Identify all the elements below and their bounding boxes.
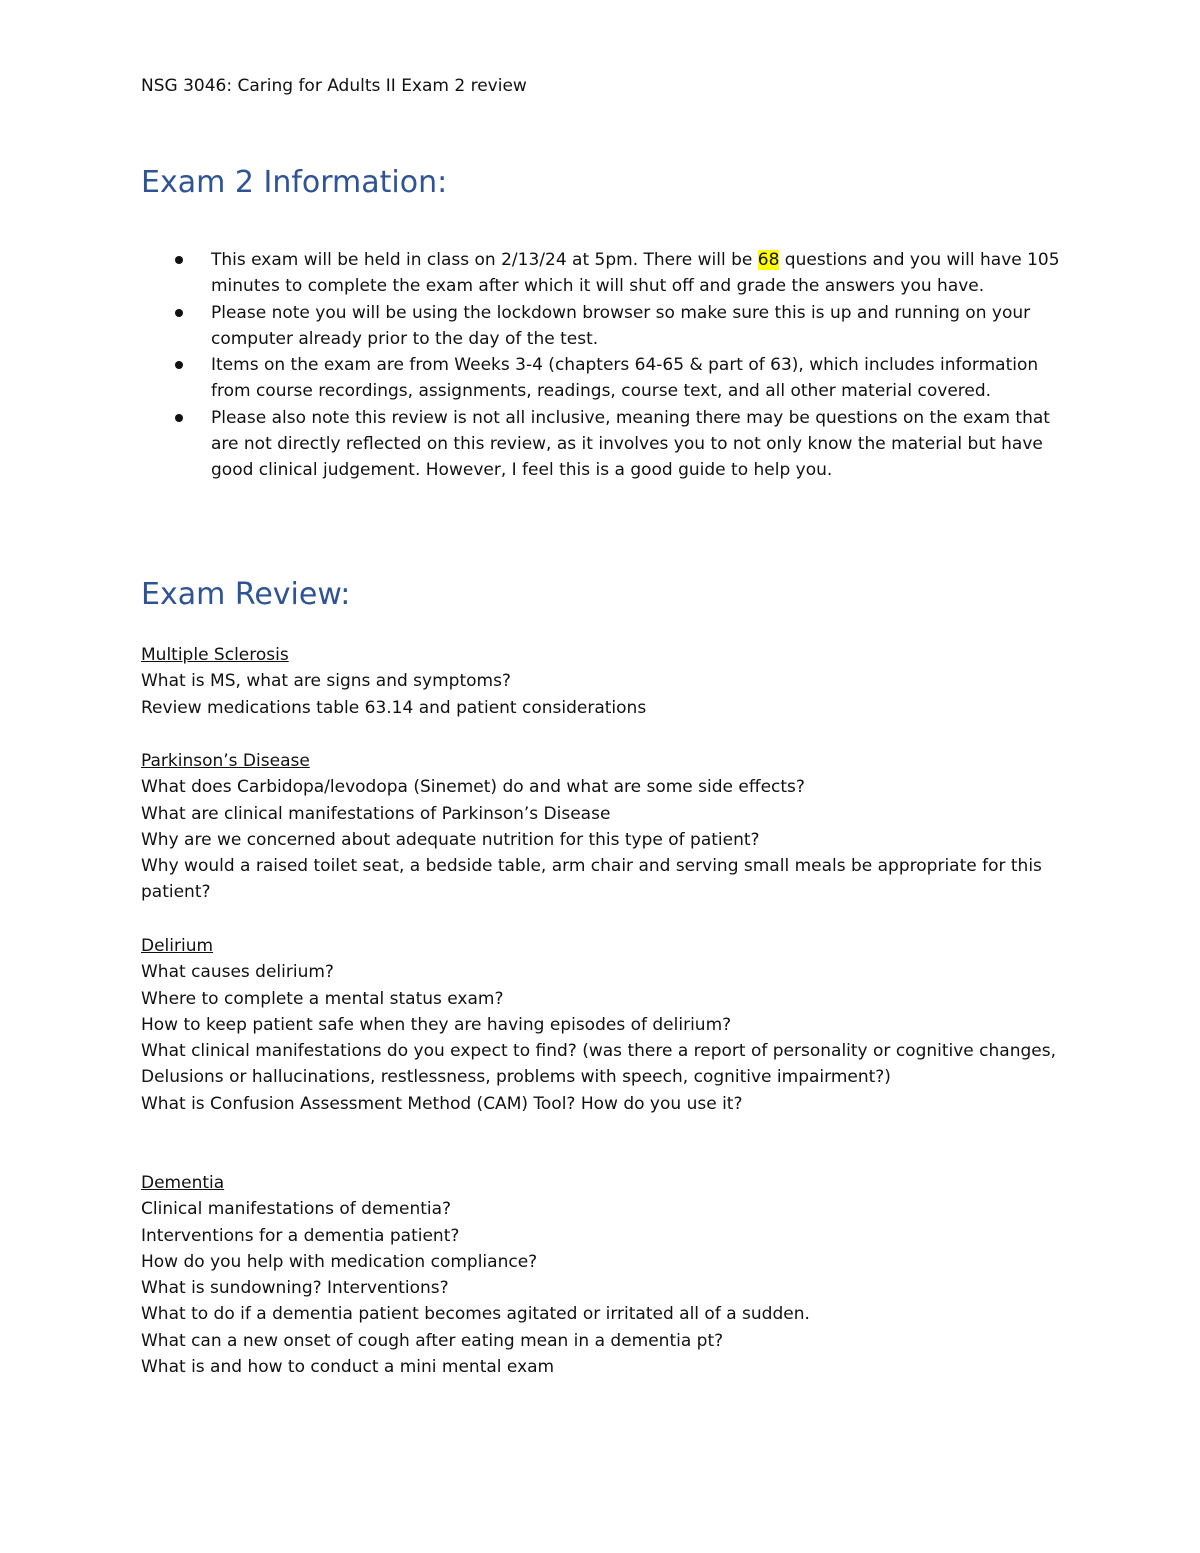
review-question: What is Confusion Assessment Method (CAM) Tool? How do you use it?: [141, 1093, 743, 1114]
review-question: Review medications table 63.14 and patient considerations: [141, 697, 647, 718]
list-item: [141, 247, 1071, 300]
list-item: [141, 300, 1071, 353]
review-question: Where to complete a mental status exam?: [141, 988, 504, 1009]
page-header: NSG 3046: Caring for Adults II Exam 2 review: [141, 76, 527, 96]
review-section-multiple-sclerosis: [141, 642, 1071, 721]
bullet-icon: [175, 414, 183, 422]
review-question: What does Carbidopa/levodopa (Sinemet) do and what are some side effects?: [141, 777, 805, 798]
bullet-text: Please note you will be using the lockdown browser so make sure this is up and running on your computer already prior to the day of the test.: [211, 302, 1031, 349]
review-section-parkinsons: [141, 748, 1071, 906]
review-question: How to keep patient safe when they are having episodes of delirium?: [141, 1014, 732, 1035]
list-item: [141, 352, 1071, 405]
section-title: Delirium: [141, 936, 214, 956]
review-question: What are clinical manifestations of Parkinson’s Disease: [141, 803, 611, 824]
section-title: Dementia: [141, 1173, 225, 1193]
exam-info-heading: Exam 2 Information:: [141, 165, 448, 200]
review-section-delirium: [141, 933, 1071, 1117]
review-question: What is MS, what are signs and symptoms?: [141, 671, 511, 692]
exam-info-list: [141, 247, 1071, 484]
bullet-icon: [175, 256, 183, 264]
bullet-icon: [175, 309, 183, 317]
exam-review-heading: Exam Review:: [141, 577, 351, 612]
review-question: What is sundowning? Interventions?: [141, 1278, 449, 1299]
bullet-icon: [175, 361, 183, 369]
review-question: Clinical manifestations of dementia?: [141, 1199, 452, 1220]
review-question: Why would a raised toilet seat, a bedside table, arm chair and serving small meals be appropriate for this patient?: [141, 856, 1042, 903]
review-question: What to do if a dementia patient becomes agitated or irritated all of a sudden.: [141, 1304, 810, 1325]
bullet-text: Please also note this review is not all inclusive, meaning there may be questions on the exam that are not directly reflected on this review, as it involves you to not only know the material but have good clinical judgement. However, I feel this is a good guide to help you.: [211, 407, 1050, 481]
review-question: What clinical manifestations do you expect to find? (was there a report of personality or cognitive changes, Delusions or hallucinations, restlessness, problems with speech, cognitive impairment?): [141, 1041, 1056, 1088]
review-section-dementia: [141, 1170, 1071, 1380]
bullet-text: This exam will be held in class on 2/13/24 at 5pm. There will be: [211, 250, 758, 270]
bullet-text: Items on the exam are from Weeks 3-4 (chapters 64-65 & part of 63), which includes information from course recordings, assignments, readings, course text, and all other material covered.: [211, 355, 1039, 402]
review-question: What causes delirium?: [141, 962, 334, 983]
section-title: Multiple Sclerosis: [141, 645, 289, 665]
section-title: Parkinson’s Disease: [141, 751, 310, 771]
review-question: What is and how to conduct a mini mental exam: [141, 1357, 555, 1378]
review-question: How do you help with medication compliance?: [141, 1251, 538, 1272]
list-item: [141, 405, 1071, 484]
review-question: What can a new onset of cough after eating mean in a dementia pt?: [141, 1330, 724, 1351]
review-question: Why are we concerned about adequate nutrition for this type of patient?: [141, 829, 760, 850]
highlighted-question-count: 68: [757, 250, 780, 270]
bullet-text: questions and you will have 105 minutes to complete the exam after which it will shut off and grade the answers you have.: [211, 250, 1060, 297]
review-question: Interventions for a dementia patient?: [141, 1225, 460, 1246]
